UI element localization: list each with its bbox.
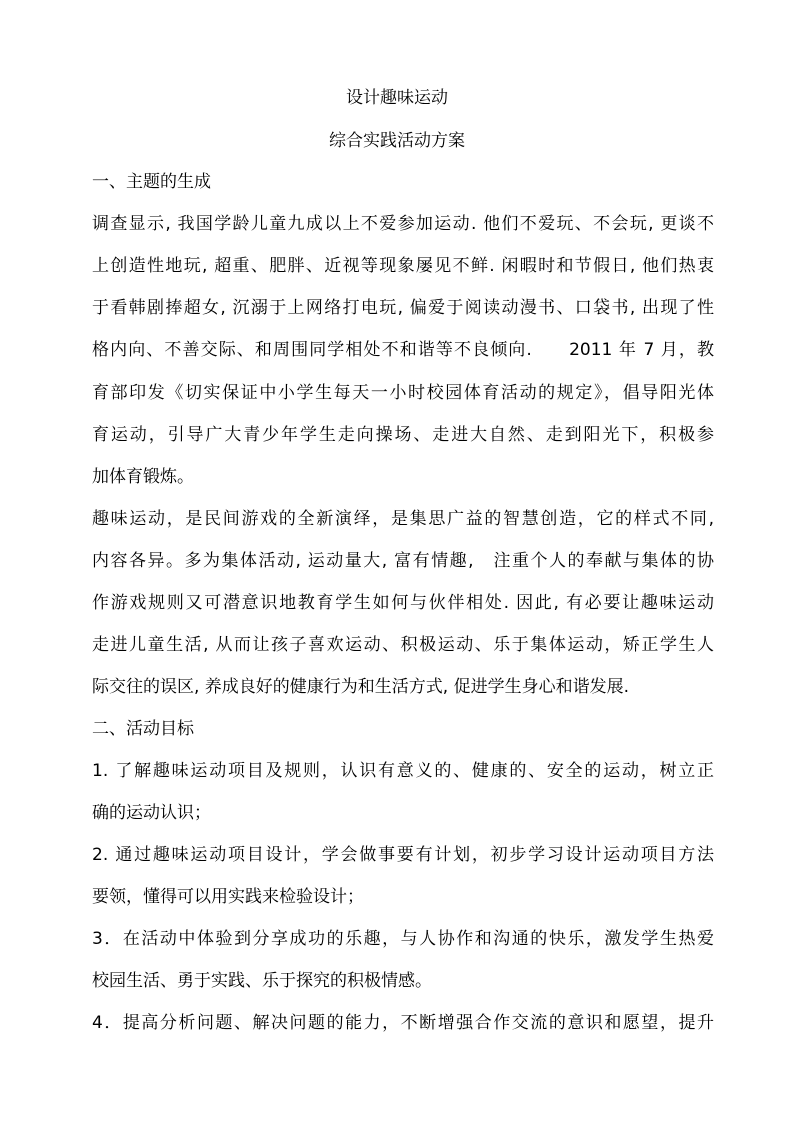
- paragraph-2-line: 际交往的误区, 养成良好的健康行为和生活方式, 促进学生身心和谐发展.: [92, 677, 630, 697]
- goal-1-line: 1. 了解趣味运动项目及规则，认识有意义的、健康的、安全的运动，树立正: [92, 761, 714, 781]
- goal-2-line: 2. 通过趣味运动项目设计，学会做事要有计划，初步学习设计运动项目方法: [92, 845, 714, 865]
- paragraph-1-line: 于看韩剧捧超女, 沉溺于上网络打电玩, 偏爱于阅读动漫书、口袋书, 出现了性: [92, 298, 714, 318]
- paragraph-2-line: 趣味运动，是民间游戏的全新演绎，是集思广益的智慧创造，它的样式不同,: [92, 509, 714, 529]
- paragraph-2-line: 内容各异。多为集体活动, 运动量大, 富有情趣, 注重个人的奉献与集体的协: [92, 551, 714, 571]
- section-1-heading: 一、主题的生成: [92, 172, 211, 192]
- goal-1-line: 确的运动认识；: [92, 803, 211, 823]
- paragraph-1-line: 加体育锻炼。: [92, 467, 194, 487]
- paragraph-2-line: 走进儿童生活, 从而让孩子喜欢运动、积极运动、乐于集体运动，矫正学生人: [92, 635, 714, 655]
- document-title: 设计趣味运动: [346, 88, 448, 108]
- goal-2-line: 要领，懂得可以用实践来检验设计；: [92, 887, 364, 907]
- document-subtitle: 综合实践活动方案: [329, 131, 465, 151]
- goal-4-line: 4．提高分析问题、解决问题的能力，不断增强合作交流的意识和愿望，提升: [92, 1013, 714, 1033]
- paragraph-1-line: 格内向、不善交际、和周围同学相处不和谐等不良倾向. 2011 年 7 月，教: [92, 340, 714, 360]
- paragraph-2-line: 作游戏规则又可潜意识地教育学生如何与伙伴相处. 因此, 有必要让趣味运动: [92, 593, 714, 613]
- paragraph-1-line: 育运动，引导广大青少年学生走向操场、走进大自然、走到阳光下，积极参: [92, 425, 714, 445]
- paragraph-1-line: 调查显示, 我国学龄儿童九成以上不爱参加运动. 他们不爱玩、不会玩, 更谈不: [92, 214, 714, 234]
- goal-3-line: 3．在活动中体验到分享成功的乐趣，与人协作和沟通的快乐，激发学生热爱: [92, 929, 714, 949]
- paragraph-1-line: 育部印发《切实保证中小学生每天一小时校园体育活动的规定》，倡导阳光体: [92, 383, 714, 403]
- paragraph-1-line: 上创造性地玩, 超重、肥胖、近视等现象屡见不鲜. 闲暇时和节假日, 他们热衷: [92, 256, 714, 276]
- section-2-heading: 二、活动目标: [92, 719, 194, 739]
- goal-3-line: 校园生活、勇于实践、乐于探究的积极情感。: [92, 971, 432, 991]
